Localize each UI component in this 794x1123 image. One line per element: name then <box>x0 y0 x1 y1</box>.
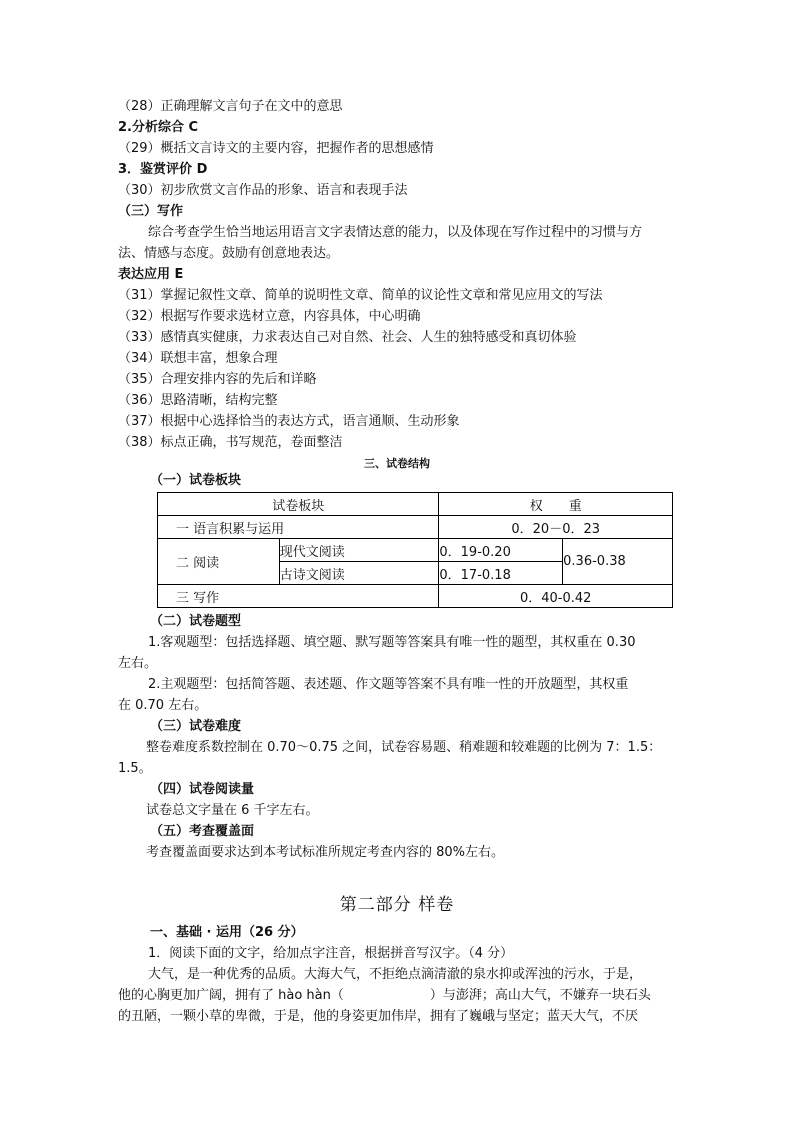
text-line-32: （32）根据写作要求选材立意，内容具体，中心明确 <box>118 309 421 324</box>
table-cell-modern-weight: 0．19-0.20 <box>439 539 563 562</box>
heading-analysis: 2.分析综合 C <box>118 120 199 135</box>
coverage-line: 考查覆盖面要求达到本考试标准所规定考查内容的 80%左右。 <box>146 845 505 860</box>
text-line-28: （28）正确理解文言句子在文中的意思 <box>118 99 343 114</box>
passage-line1: 大气，是一种优秀的品质。大海大气，不拒绝点滴清澈的泉水抑或浑浊的污水，于是， <box>148 967 643 982</box>
part-title: 第二部分 样卷 <box>339 895 455 915</box>
heading-appreciation: 3．鉴赏评价 D <box>118 162 208 177</box>
table-cell-writing-weight: 0．40-0.42 <box>439 585 673 608</box>
table-cell-writing: 三 写作 <box>158 585 439 608</box>
heading-coverage: （五）考查覆盖面 <box>150 824 255 839</box>
table-cell-modern: 现代文阅读 <box>279 539 439 562</box>
writing-paragraph-line2: 法、情感与态度。鼓励有创意地表达。 <box>118 246 340 261</box>
text-line-37: （37）根据中心选择恰当的表达方式，语言通顺、生动形象 <box>118 414 460 429</box>
heading-writing: （三）写作 <box>118 204 184 219</box>
table-header-block: 试卷板块 <box>158 493 439 516</box>
text-line-30: （30）初步欣赏文言作品的形象、语言和表现手法 <box>118 183 408 198</box>
difficulty-line2: 1.5。 <box>118 761 152 776</box>
passage-line3: 的丑陋，一颗小草的卑微，于是，他的身姿更加伟岸，拥有了巍峨与坚定；蓝天大气，不厌 <box>118 1009 639 1024</box>
structure-table <box>157 492 673 608</box>
heading-reading-volume: （四）试卷阅读量 <box>150 782 255 797</box>
section-title-structure: 三、试卷结构 <box>364 457 430 470</box>
types-subjective-line2: 在 0.70 左右。 <box>118 698 208 713</box>
table-cell-language: 一 语言积累与运用 <box>158 516 439 539</box>
reading-volume-line: 试卷总文字量在 6 千字左右。 <box>146 803 319 818</box>
table-cell-reading-weight: 0.36-0.38 <box>563 539 673 585</box>
table-cell-language-weight: 0．20－0．23 <box>439 516 673 539</box>
text-line-33: （33）感情真实健康，力求表达自己对自然、社会、人生的独特感受和真切体验 <box>118 330 577 345</box>
table-cell-classical-weight: 0．17-0.18 <box>439 562 563 585</box>
text-line-34: （34）联想丰富，想象合理 <box>118 351 278 366</box>
table-row <box>158 539 673 562</box>
table-row <box>158 516 673 539</box>
table-cell-classical: 古诗文阅读 <box>279 562 439 585</box>
types-objective-line1: 1.客观题型：包括选择题、填空题、默写题等答案具有唯一性的题型，其权重在 0.30 <box>148 635 636 650</box>
table-header-weight: 权 重 <box>439 493 673 516</box>
heading-expression: 表达应用 E <box>118 267 184 282</box>
text-line-29: （29）概括文言诗文的主要内容，把握作者的思想感情 <box>118 141 434 156</box>
table-cell-reading: 二 阅读 <box>158 539 280 585</box>
question-1: 1．阅读下面的文字，给加点字注音，根据拼音写汉字。（4 分） <box>148 946 514 961</box>
passage-line2-a: 他的心胸更加广阔，拥有了 hào hàn（ <box>118 988 344 1003</box>
heading-types: （二）试卷题型 <box>150 614 242 629</box>
table-row <box>158 585 673 608</box>
difficulty-line1: 整卷难度系数控制在 0.70～0.75 之间，试卷容易题、稍难题和较难题的比例为 7：1.5： <box>146 740 662 755</box>
text-line-31: （31）掌握记叙性文章、简单的说明性文章、简单的议论性文章和常见应用文的写法 <box>118 288 603 303</box>
passage-line2 <box>118 986 651 1006</box>
heading-basics: 一、基础 · 运用（26 分） <box>150 925 304 940</box>
heading-blocks: （一）试卷板块 <box>150 473 242 488</box>
types-subjective-line1: 2.主观题型：包括简答题、表述题、作文题等答案不具有唯一性的开放题型，其权重 <box>148 677 629 692</box>
table-row <box>158 493 673 516</box>
types-objective-line2: 左右。 <box>118 656 158 671</box>
text-line-36: （36）思路清晰，结构完整 <box>118 393 278 408</box>
heading-difficulty: （三）试卷难度 <box>150 719 242 734</box>
text-line-38: （38）标点正确，书写规范，卷面整洁 <box>118 435 343 450</box>
passage-line2-b: ）与澎湃；高山大气，不嫌弃一块石头 <box>429 988 651 1003</box>
writing-paragraph-line1: 综合考查学生恰当地运用语言文字表情达意的能力，以及体现在写作过程中的习惯与方 <box>148 225 643 240</box>
text-line-35: （35）合理安排内容的先后和详略 <box>118 372 317 387</box>
